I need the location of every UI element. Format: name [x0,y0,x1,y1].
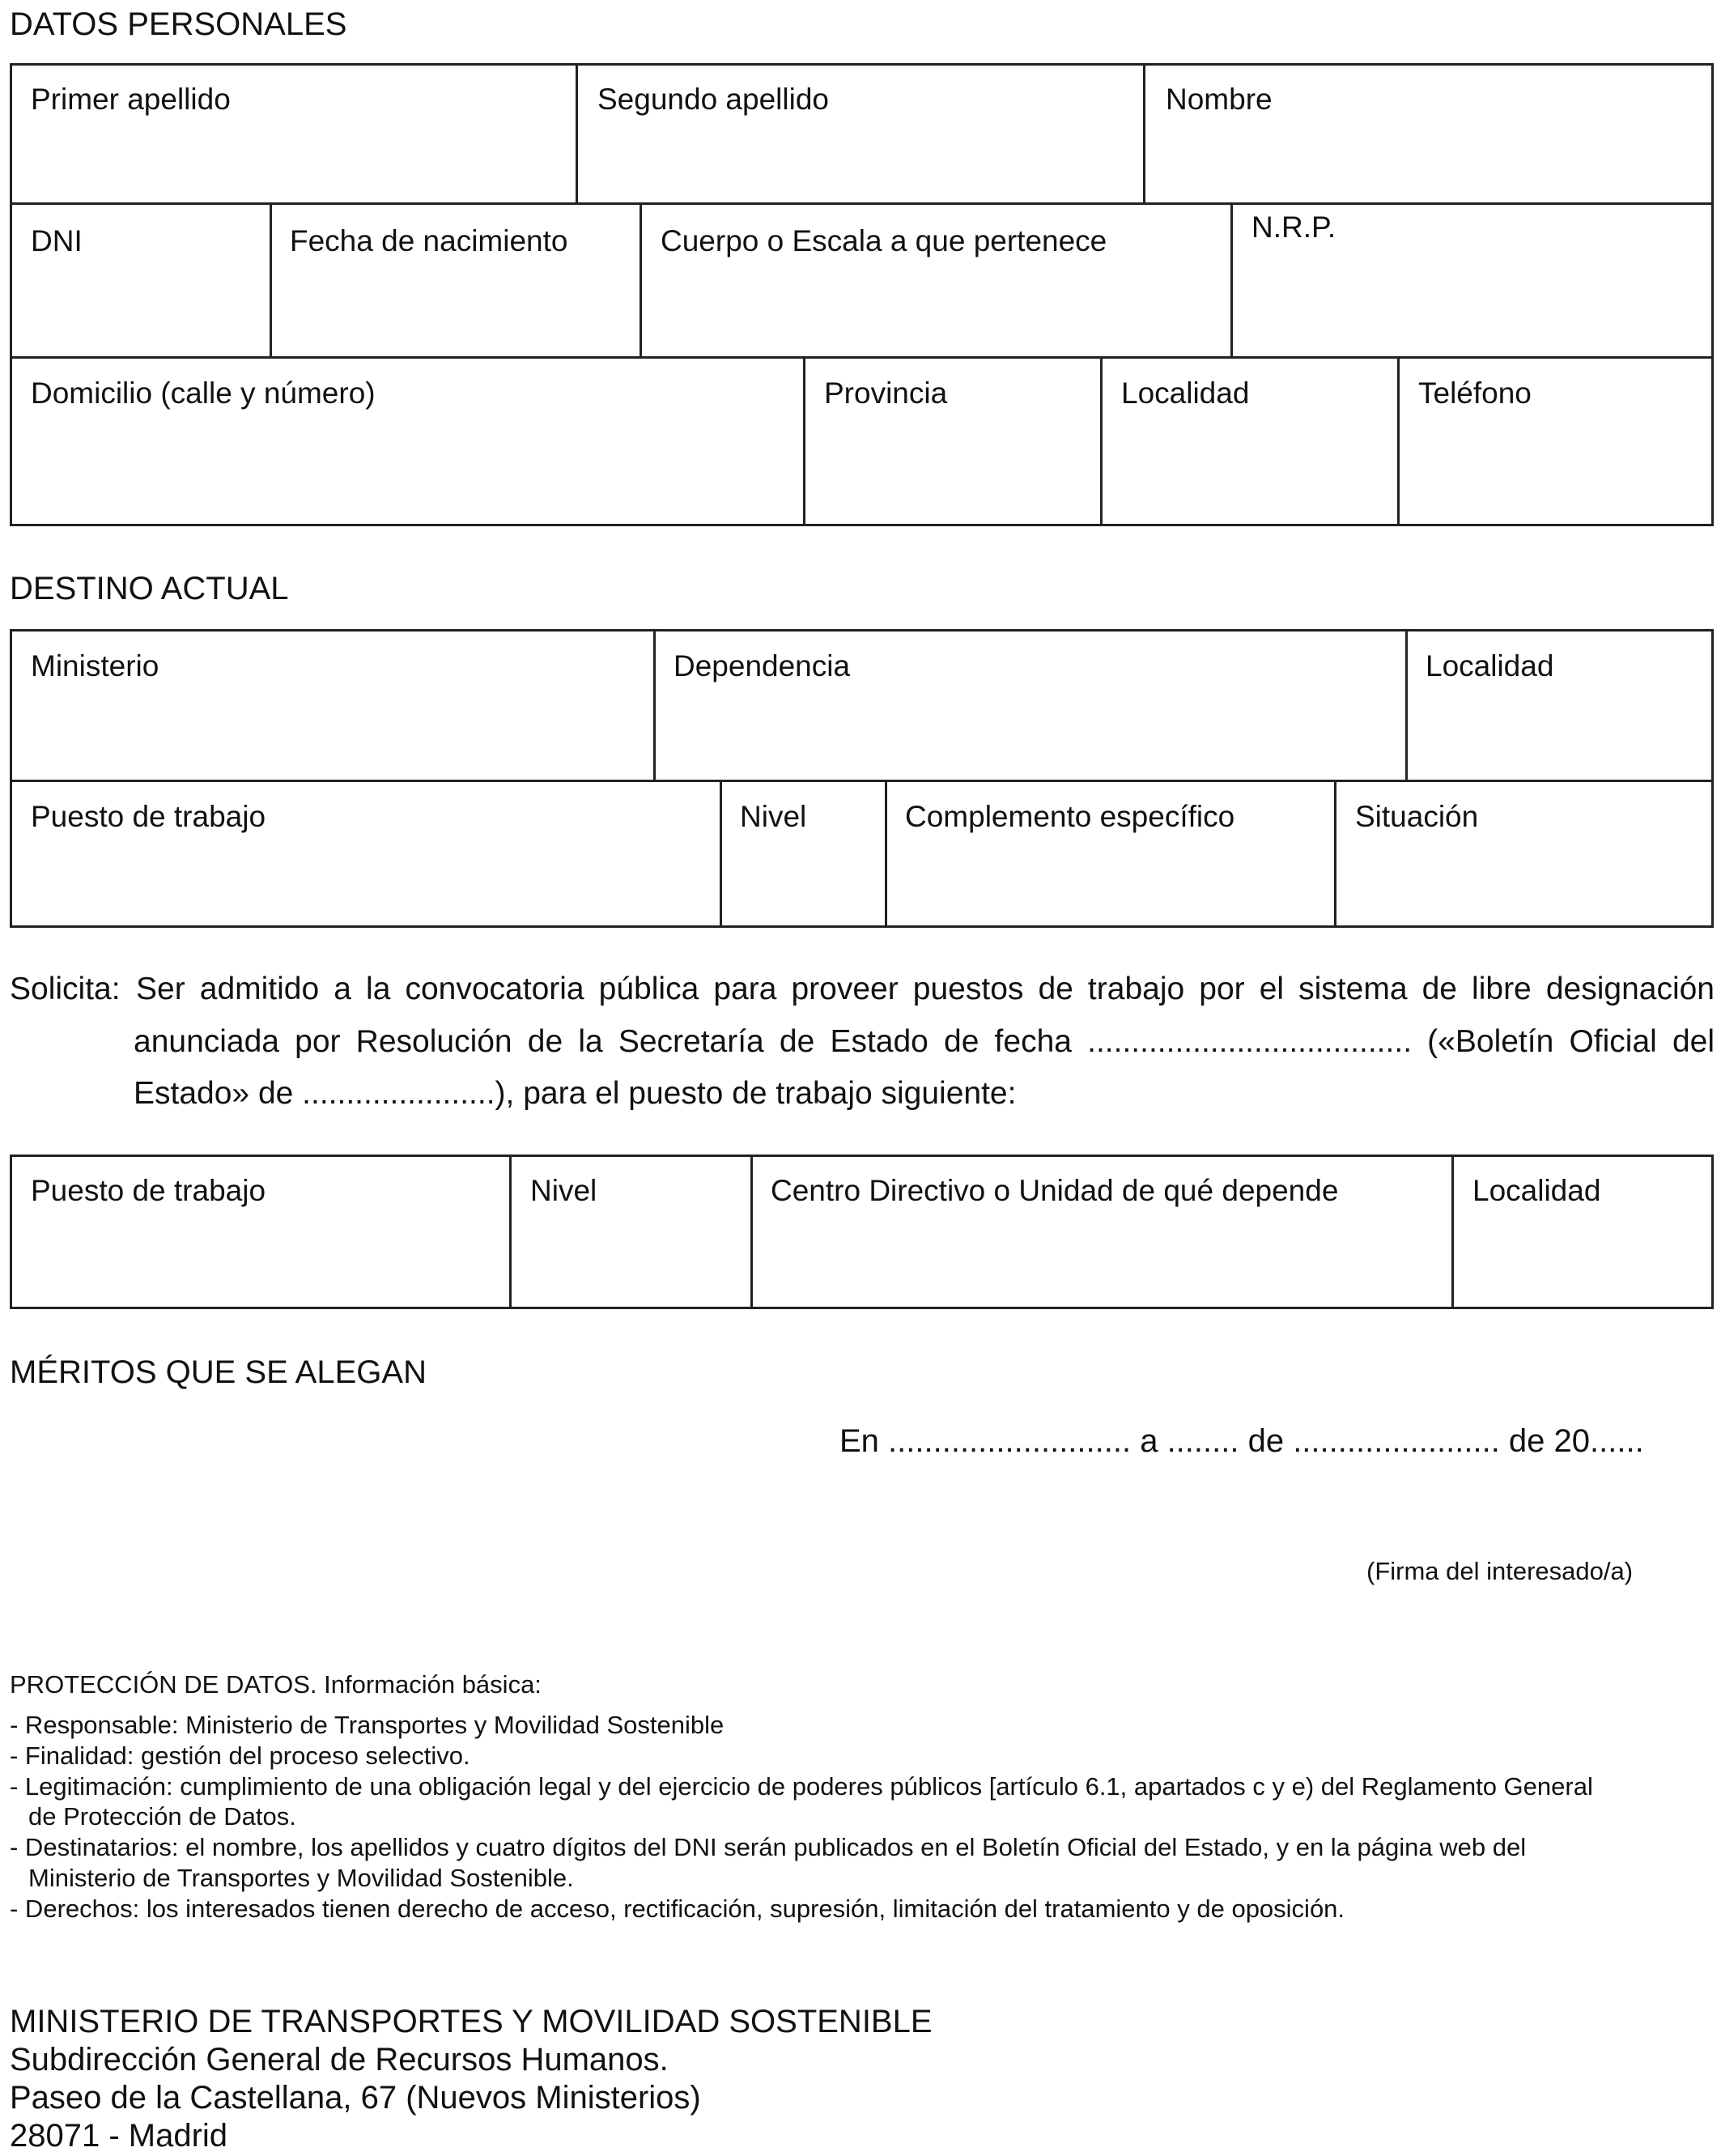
proteccion-line: - Legitimación: cumplimiento de una obligación legal y del ejercicio de poderes públicos [artículo 6.1, apartados c y e) del Reglamento General [10,1772,1593,1801]
proteccion-line: - Finalidad: gestión del proceso selectivo. [10,1741,470,1770]
field-telefono[interactable]: Teléfono [1418,376,1532,410]
fecha-lugar-line[interactable]: En ........................... a ........ de ....................... de 20...... [839,1423,1644,1459]
proteccion-line: - Responsable: Ministerio de Transportes y Movilidad Sostenible [10,1711,725,1739]
firma-label: (Firma del interesado/a) [1366,1557,1634,1585]
address-line-city: 28071 - Madrid [10,2118,228,2154]
section-title-destino: DESTINO ACTUAL [10,571,289,606]
field-dependencia[interactable]: Dependencia [674,649,851,683]
section-title-personal: DATOS PERSONALES [10,6,347,42]
field-primer-apellido[interactable]: Primer apellido [31,83,231,116]
field-domicilio[interactable]: Domicilio (calle y número) [31,376,376,410]
address-line-subdireccion: Subdirección General de Recursos Humanos. [10,2042,669,2077]
field-situacion[interactable]: Situación [1355,800,1479,833]
field-centro-directivo[interactable]: Centro Directivo o Unidad de qué depende [771,1174,1339,1207]
field-ministerio[interactable]: Ministerio [31,649,159,683]
field-destino-nivel[interactable]: Nivel [740,800,807,833]
address-line-street: Paseo de la Castellana, 67 (Nuevos Ministerios) [10,2080,701,2116]
field-segundo-apellido[interactable]: Segundo apellido [597,83,829,116]
solicita-line-3: Estado» de ......................), para el puesto de trabajo siguiente: [134,1076,1017,1111]
field-solicitado-localidad[interactable]: Localidad [1472,1174,1601,1207]
field-nombre[interactable]: Nombre [1166,83,1273,116]
solicita-label: Solicita: [10,972,121,1006]
field-solicitado-puesto[interactable]: Puesto de trabajo [31,1174,266,1207]
field-fecha-nacimiento[interactable]: Fecha de nacimiento [290,224,568,257]
field-complemento[interactable]: Complemento específico [905,800,1235,833]
field-solicitado-nivel[interactable]: Nivel [530,1174,597,1207]
field-nrp[interactable]: N.R.P. [1251,210,1336,244]
proteccion-line: Ministerio de Transportes y Movilidad Sostenible. [28,1864,574,1892]
field-destino-localidad[interactable]: Localidad [1426,649,1554,683]
field-dni[interactable]: DNI [31,224,83,257]
field-localidad[interactable]: Localidad [1121,376,1250,410]
solicita-line-2: anunciada por Resolución de la Secretaría de Estado de fecha ..................................... («Boletín Oficial del [134,1024,1715,1059]
solicita-line-1: Ser admitido a la convocatoria pública para proveer puestos de trabajo por el sistema de libre designación [136,972,1715,1006]
section-title-meritos: MÉRITOS QUE SE ALEGAN [10,1354,427,1390]
personal-data-table [10,63,1714,526]
proteccion-title: PROTECCIÓN DE DATOS. Información básica: [10,1670,542,1699]
proteccion-line: de Protección de Datos. [28,1802,296,1831]
field-destino-puesto[interactable]: Puesto de trabajo [31,800,266,833]
proteccion-line: - Derechos: los interesados tienen derecho de acceso, rectificación, supresión, limitación del tratamiento y de oposición. [10,1894,1345,1923]
address-line-ministerio: MINISTERIO DE TRANSPORTES Y MOVILIDAD SOSTENIBLE [10,2004,933,2039]
field-cuerpo-escala[interactable]: Cuerpo o Escala a que pertenece [661,224,1107,257]
proteccion-line: - Destinatarios: el nombre, los apellidos y cuatro dígitos del DNI serán publicados en el Boletín Oficial del Estado, y en la página web del [10,1833,1527,1861]
field-provincia[interactable]: Provincia [824,376,948,410]
